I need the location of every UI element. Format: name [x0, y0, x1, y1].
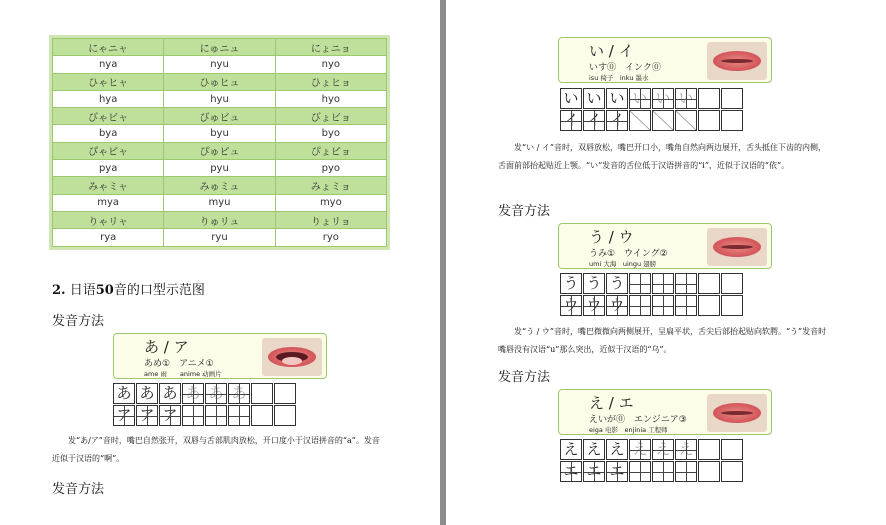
writing-cell	[698, 88, 720, 109]
table-cell: byu	[164, 125, 275, 142]
table-cell: びゃビャ	[53, 108, 164, 125]
card-e-kana: え / エ	[589, 394, 634, 412]
card-u-romaji: umi 大海 uingu 翅膀	[589, 260, 657, 268]
writing-cell: イ	[560, 110, 582, 131]
method-heading-3: 发音方法	[498, 204, 551, 219]
card-i-kana: い / イ	[589, 42, 634, 60]
section-text-bold: 50	[95, 283, 114, 298]
mouth-image-i	[707, 42, 767, 80]
writing-grid-u	[560, 273, 743, 316]
writing-cell	[629, 295, 651, 316]
table-cell: ひょヒョ	[275, 73, 386, 90]
table-cell: nyo	[275, 56, 386, 73]
paragraph-a: 发“あ/ア”音时，嘴巴自然张开，双唇与舌部肌肉放松，开口度小于汉语拼音的“a”。发音近似于汉语的“啊”。	[52, 436, 380, 463]
writing-cell: あ	[159, 383, 181, 404]
table-cell: りゅリュ	[164, 211, 275, 228]
table-cell: みゃミャ	[53, 177, 164, 194]
card-i-romaji: isu 椅子 inku 墨水	[589, 74, 649, 82]
writing-cell: え	[629, 439, 651, 460]
writing-cell	[274, 383, 296, 404]
paragraph-i: 发“い / イ”音时，双唇放松，嘴巴开口小，嘴角自然向两边展开，舌头抵住下齿的内侧，舌面前部抬起贴近上颚。“い”发音的舌位低于汉语拼音的“i”，近似于汉语的“依”。	[498, 143, 826, 170]
table-cell: mya	[53, 194, 164, 211]
writing-cell: あ	[182, 383, 204, 404]
writing-cell: エ	[606, 461, 628, 482]
card-u-words: うみ① ウイング②	[589, 249, 668, 259]
writing-cell	[721, 439, 743, 460]
writing-cell	[721, 461, 743, 482]
writing-cell	[675, 295, 697, 316]
romaji-row	[53, 56, 387, 73]
writing-cell: ウ	[583, 295, 605, 316]
writing-cell	[652, 273, 674, 294]
kana-row	[53, 177, 387, 194]
writing-cell	[698, 439, 720, 460]
writing-cell: う	[560, 273, 582, 294]
writing-cell: い	[629, 88, 651, 109]
writing-cell	[228, 405, 250, 426]
writing-cell: イ	[583, 110, 605, 131]
writing-grid-e	[560, 439, 743, 482]
table-cell: pyu	[164, 160, 275, 177]
writing-cell: エ	[583, 461, 605, 482]
card-e	[558, 389, 772, 435]
card-a-words: あめ① アニメ①	[144, 359, 214, 369]
section-heading	[52, 279, 205, 298]
writing-cell: え	[583, 439, 605, 460]
writing-cell	[721, 295, 743, 316]
table-cell: にゅニュ	[164, 39, 275, 56]
writing-cell	[698, 273, 720, 294]
table-cell: myu	[164, 194, 275, 211]
table-cell: りゃリャ	[53, 211, 164, 228]
romaji-row	[53, 160, 387, 177]
card-i-words: いす⓪ インク⓪	[589, 63, 661, 73]
paragraph-u: 发“う / ウ”音时，嘴巴微微向两侧展开，呈扁平状，舌尖后部抬起贴向软腭。“う”发音时嘴唇没有汉语“u”那么突出，近似于汉语的“乌”。	[498, 327, 827, 354]
table-cell: ぴゃピャ	[53, 142, 164, 159]
writing-cell: あ	[205, 383, 227, 404]
writing-cell: あ	[113, 383, 135, 404]
table-cell: byo	[275, 125, 386, 142]
card-e-romaji: eiga 电影 enjinia 工程师	[589, 426, 668, 434]
left-page	[0, 0, 440, 525]
writing-cell: い	[652, 88, 674, 109]
romaji-row	[53, 125, 387, 142]
writing-grid-i	[560, 88, 743, 131]
writing-cell	[675, 461, 697, 482]
writing-cell: ア	[136, 405, 158, 426]
writing-cell	[698, 461, 720, 482]
writing-cell: ア	[113, 405, 135, 426]
writing-cell	[698, 110, 720, 131]
table-cell: にょニョ	[275, 39, 386, 56]
table-cell: ぴゅピュ	[164, 142, 275, 159]
mouth-image-e	[707, 394, 767, 432]
writing-cell: ア	[159, 405, 181, 426]
card-i	[558, 37, 772, 83]
method-heading-2: 发音方法	[52, 482, 105, 497]
kana-row	[53, 39, 387, 56]
writing-cell	[721, 273, 743, 294]
card-u-kana: う / ウ	[589, 228, 634, 246]
writing-cell	[629, 461, 651, 482]
table-cell: hyu	[164, 90, 275, 107]
table-cell: pyo	[275, 160, 386, 177]
writing-cell: え	[606, 439, 628, 460]
section-text-pre: 日语	[69, 283, 96, 298]
table-cell: びゅビュ	[164, 108, 275, 125]
section-number: 2.	[52, 283, 66, 298]
writing-cell: ウ	[606, 295, 628, 316]
writing-cell: う	[583, 273, 605, 294]
card-u	[558, 223, 772, 269]
table-cell: bya	[53, 125, 164, 142]
writing-cell: あ	[228, 383, 250, 404]
table-cell: ひゃヒャ	[53, 73, 164, 90]
writing-cell	[675, 110, 697, 131]
method-heading-4: 发音方法	[498, 370, 551, 385]
table-cell: にゃニャ	[53, 39, 164, 56]
mouth-image-u	[707, 228, 767, 266]
writing-cell	[629, 110, 651, 131]
kana-table	[52, 38, 387, 247]
table-cell: びょビョ	[275, 108, 386, 125]
method-heading-1: 发音方法	[52, 314, 105, 329]
table-cell: りょリョ	[275, 211, 386, 228]
romaji-row	[53, 90, 387, 107]
writing-cell	[251, 405, 273, 426]
writing-cell: う	[606, 273, 628, 294]
writing-cell: い	[606, 88, 628, 109]
table-cell: hyo	[275, 90, 386, 107]
card-a-kana: あ / ア	[144, 338, 189, 356]
table-cell: hya	[53, 90, 164, 107]
right-page	[446, 0, 886, 525]
table-cell: nyu	[164, 56, 275, 73]
writing-cell	[652, 295, 674, 316]
table-cell: rya	[53, 229, 164, 246]
kana-row	[53, 108, 387, 125]
table-cell: みゅミュ	[164, 177, 275, 194]
writing-cell: エ	[560, 461, 582, 482]
mouth-image-a	[262, 338, 322, 376]
writing-grid-a	[113, 383, 296, 426]
table-cell: pya	[53, 160, 164, 177]
writing-cell	[205, 405, 227, 426]
section-text-post: 音的口型示范图	[113, 283, 205, 298]
writing-cell: え	[675, 439, 697, 460]
kana-row	[53, 211, 387, 228]
writing-cell: い	[560, 88, 582, 109]
writing-cell	[629, 273, 651, 294]
card-a	[113, 333, 327, 379]
romaji-row	[53, 194, 387, 211]
table-cell: ryu	[164, 229, 275, 246]
table-cell: みょミョ	[275, 177, 386, 194]
writing-cell	[675, 273, 697, 294]
writing-cell: い	[583, 88, 605, 109]
writing-cell: え	[652, 439, 674, 460]
kana-row	[53, 73, 387, 90]
writing-cell	[652, 461, 674, 482]
kana-row	[53, 142, 387, 159]
romaji-row	[53, 229, 387, 246]
writing-cell: イ	[606, 110, 628, 131]
table-cell: nya	[53, 56, 164, 73]
card-e-words: えいが⓪ エンジニア③	[589, 415, 687, 425]
table-cell: myo	[275, 194, 386, 211]
writing-cell	[182, 405, 204, 426]
writing-cell	[698, 295, 720, 316]
writing-cell: あ	[136, 383, 158, 404]
table-cell: ぴょピョ	[275, 142, 386, 159]
writing-cell: い	[675, 88, 697, 109]
writing-cell	[251, 383, 273, 404]
table-cell: ryo	[275, 229, 386, 246]
writing-cell	[721, 88, 743, 109]
table-cell: ひゅヒュ	[164, 73, 275, 90]
writing-cell: え	[560, 439, 582, 460]
card-a-romaji: ame 雨 anime 动画片	[144, 370, 222, 378]
writing-cell	[652, 110, 674, 131]
writing-cell	[721, 110, 743, 131]
writing-cell	[274, 405, 296, 426]
writing-cell: ウ	[560, 295, 582, 316]
